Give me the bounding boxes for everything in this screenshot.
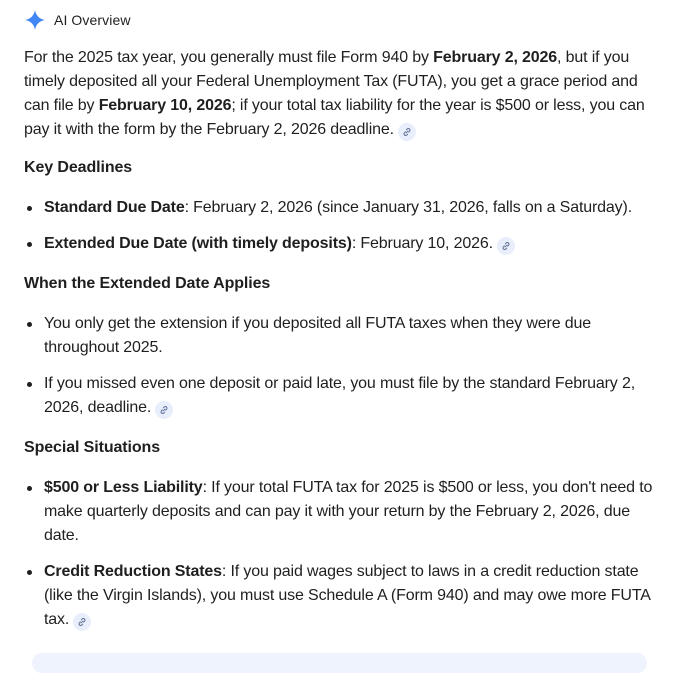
extended-date-list — [24, 312, 654, 420]
list-item — [24, 312, 654, 360]
section-heading-special-situations: Special Situations — [24, 439, 161, 456]
item-bold-label: Standard Due Date — [44, 199, 185, 216]
ai-overview-header — [24, 8, 131, 32]
intro-text: For the 2025 tax year, you generally must file Form 940 by — [24, 49, 434, 66]
item-bold-label: $500 or Less Liability — [44, 479, 203, 496]
link-icon — [501, 241, 511, 251]
key-deadlines-list — [24, 196, 654, 256]
source-link-button[interactable] — [155, 401, 173, 419]
list-item — [24, 232, 654, 256]
section-heading-key-deadlines: Key Deadlines — [24, 159, 133, 176]
list-item — [24, 196, 654, 220]
item-bold-label: Credit Reduction States — [44, 563, 222, 580]
link-icon — [159, 405, 169, 415]
list-item — [24, 560, 654, 632]
intro-paragraph — [24, 46, 654, 142]
next-panel-edge — [32, 653, 647, 673]
list-item — [24, 372, 654, 420]
item-text: : If you paid wages subject to laws in a credit reduction state (like the Virgin Islands), you must use Schedule A (Form 940) and may owe more FUTA tax. — [44, 563, 650, 628]
item-text: If you missed even one deposit or paid late, you must file by the standard February 2, 2026, deadline. — [44, 375, 635, 416]
link-icon — [402, 127, 412, 137]
source-link-button[interactable] — [73, 613, 91, 631]
list-item — [24, 476, 654, 548]
source-link-button[interactable] — [497, 237, 515, 255]
special-situations-list — [24, 476, 654, 632]
ai-overview-title: AI Overview — [54, 12, 131, 28]
item-text: : February 10, 2026. — [351, 235, 493, 252]
section-heading-extended-date: When the Extended Date Applies — [24, 275, 271, 292]
intro-bold-date: February 10, 2026 — [98, 97, 232, 114]
link-icon — [77, 617, 87, 627]
ai-overview-content — [24, 46, 654, 632]
intro-text: , but if you timely deposited all your Federal Unemployment Tax (FUTA), you get a grace period and can file by — [24, 49, 638, 114]
item-text: You only get the extension if you deposited all FUTA taxes when they were due throughout 2025. — [44, 315, 592, 356]
item-text: : If your total FUTA tax for 2025 is $500 or less, you don't need to make quarterly deposits and can pay it with your return by the February 2, 2026, due date. — [44, 479, 653, 544]
item-text: : February 2, 2026 (since January 31, 2026, falls on a Saturday). — [184, 199, 632, 216]
item-bold-label: Extended Due Date (with timely deposits) — [44, 235, 352, 252]
intro-text: ; if your total tax liability for the year is $500 or less, you can pay it with the form by the February 2, 2026 deadline. — [24, 97, 645, 138]
gemini-sparkle-icon — [24, 9, 46, 31]
source-link-button[interactable] — [398, 123, 416, 141]
intro-bold-date: February 2, 2026 — [433, 49, 558, 66]
